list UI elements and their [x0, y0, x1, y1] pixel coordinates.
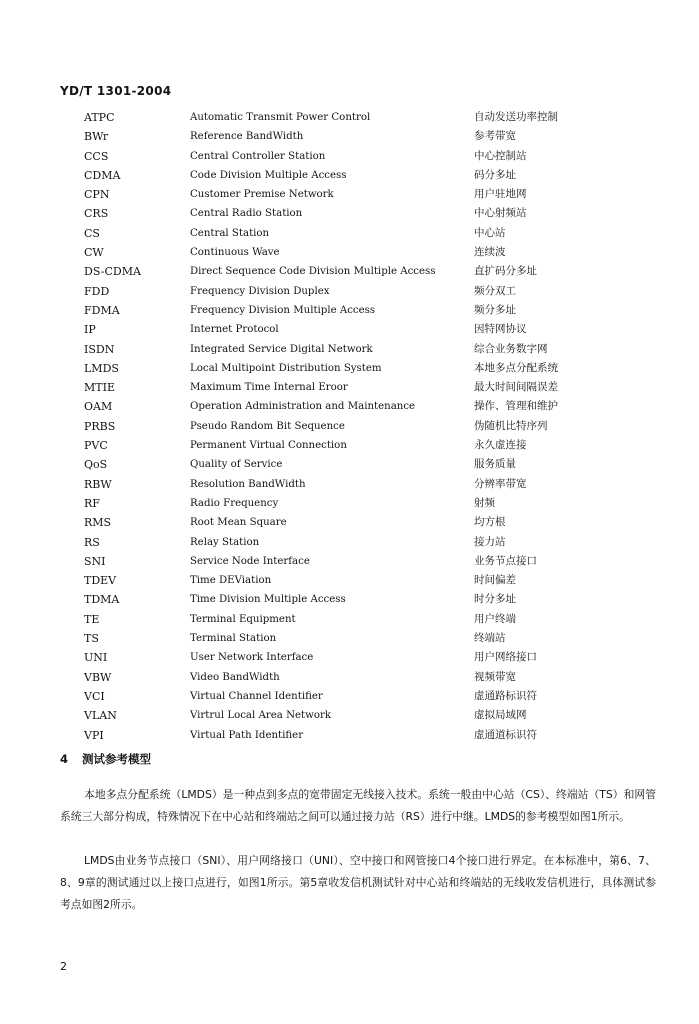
abbreviation-chinese: 虚通路标识符: [474, 689, 537, 702]
page-header-standard-id: YD/T 1301-2004: [60, 84, 172, 98]
abbreviation-english: Frequency Division Duplex: [190, 285, 330, 297]
abbreviation-term: VLAN: [84, 709, 117, 723]
abbreviation-english: Virtual Channel Identifier: [190, 690, 323, 702]
abbreviation-english: Virtual Path Identifier: [190, 729, 304, 741]
abbreviation-english: Central Station: [190, 227, 270, 239]
abbreviation-term: TS: [84, 632, 99, 646]
abbreviation-english: Pseudo Random Bit Sequence: [190, 420, 345, 432]
abbreviation-term: RMS: [84, 516, 112, 530]
abbreviation-chinese: 虚通道标识符: [474, 728, 537, 741]
abbreviation-row: [0, 243, 699, 262]
abbreviation-chinese: 永久虚连接: [474, 439, 527, 452]
abbreviation-row: [0, 552, 699, 571]
abbreviation-chinese: 频分双工: [474, 284, 516, 297]
page-number: 2: [60, 960, 67, 973]
abbreviation-chinese: 综合业务数字网: [474, 342, 548, 355]
abbreviation-term: BWr: [84, 130, 109, 144]
abbreviation-row: [0, 668, 699, 687]
abbreviation-english: Terminal Station: [190, 633, 277, 645]
abbreviation-term: RBW: [84, 477, 112, 491]
abbreviation-term: CDMA: [84, 168, 121, 182]
abbreviation-english: Continuous Wave: [190, 247, 280, 259]
abbreviation-english: Virtrul Local Area Network: [190, 710, 332, 722]
abbreviation-term: TDEV: [84, 574, 117, 588]
abbreviation-row: [0, 224, 699, 243]
abbreviation-term: VBW: [84, 670, 112, 684]
abbreviation-row: [0, 629, 699, 648]
section-title: 测试参考模型: [82, 752, 152, 766]
abbreviation-row: [0, 436, 699, 455]
abbreviation-english: Terminal Equipment: [190, 613, 296, 625]
abbreviation-chinese: 中心站: [474, 226, 506, 239]
abbreviation-english: Time DEViation: [190, 575, 272, 587]
abbreviation-english: Root Mean Square: [190, 517, 287, 529]
abbreviation-english: Service Node Interface: [190, 555, 310, 567]
abbreviation-term: QoS: [84, 458, 108, 472]
abbreviation-english: Maximum Time Internal Eroor: [190, 382, 348, 394]
abbreviation-row: [0, 648, 699, 667]
abbreviation-term: VPI: [84, 728, 104, 742]
abbreviation-chinese: 频分多址: [474, 303, 516, 316]
abbreviation-chinese: 均方根: [474, 516, 506, 529]
abbreviation-row: [0, 359, 699, 378]
abbreviation-term: FDD: [84, 284, 110, 298]
abbreviation-chinese: 视频带宽: [474, 670, 516, 683]
abbreviation-english: Resolution BandWidth: [190, 478, 306, 490]
abbreviation-english: Frequency Division Multiple Access: [190, 304, 376, 316]
abbreviation-chinese: 用户网络接口: [474, 651, 537, 664]
section-number: 4: [60, 752, 69, 766]
abbreviation-english: Radio Frequency: [190, 497, 279, 509]
abbreviation-term: RF: [84, 496, 100, 510]
abbreviation-term: CW: [84, 246, 104, 260]
abbreviation-term: TE: [84, 612, 100, 626]
abbreviation-chinese: 中心控制站: [474, 149, 527, 162]
abbreviation-term: MTIE: [84, 381, 115, 395]
abbreviation-chinese: 中心射频站: [474, 207, 527, 220]
abbreviation-chinese: 码分多址: [474, 168, 516, 181]
abbreviation-term: CCS: [84, 149, 109, 163]
abbreviation-chinese: 服务质量: [474, 458, 516, 471]
abbreviation-row: [0, 127, 699, 146]
abbreviation-chinese: 用户终端: [474, 612, 516, 625]
abbreviation-english: Operation Administration and Maintenance: [190, 401, 416, 413]
abbreviation-term: VCI: [84, 689, 105, 703]
abbreviation-english: Central Radio Station: [190, 208, 303, 220]
abbreviation-chinese: 最大时间间隔误差: [474, 381, 558, 394]
abbreviation-english: Automatic Transmit Power Control: [190, 112, 371, 123]
abbreviation-row: [0, 397, 699, 416]
abbreviation-term: CRS: [84, 207, 109, 221]
abbreviation-chinese: 终端站: [474, 632, 506, 645]
abbreviation-english: Central Controller Station: [190, 150, 326, 162]
abbreviation-english: Time Division Multiple Access: [190, 594, 346, 606]
abbreviation-term: ISDN: [84, 342, 115, 356]
abbreviation-row: [0, 204, 699, 223]
abbreviation-chinese: 参考带宽: [474, 130, 516, 143]
abbreviation-english: Direct Sequence Code Division Multiple Access: [190, 266, 436, 278]
abbreviation-row: [0, 340, 699, 359]
abbreviation-term: CPN: [84, 188, 110, 202]
abbreviation-english: Code Division Multiple Access: [190, 169, 347, 181]
abbreviation-english: Integrated Service Digital Network: [190, 343, 373, 355]
abbreviation-chinese: 分辨率带宽: [474, 477, 527, 490]
abbreviation-chinese: 时分多址: [474, 593, 516, 606]
abbreviation-row: [0, 262, 699, 281]
abbreviation-term: PRBS: [84, 419, 116, 433]
abbreviation-english: Reference BandWidth: [190, 131, 304, 143]
abbreviation-chinese: 用户驻地网: [474, 188, 527, 201]
abbreviation-row: [0, 687, 699, 706]
abbreviation-row: [0, 147, 699, 166]
abbreviation-row: [0, 378, 699, 397]
abbreviation-row: [0, 301, 699, 320]
abbreviation-term: DS-CDMA: [84, 265, 141, 279]
abbreviation-english: Video BandWidth: [190, 671, 280, 683]
abbreviation-chinese: 接力站: [474, 535, 506, 548]
abbreviation-term: RS: [84, 535, 100, 549]
abbreviation-chinese: 时间偏差: [474, 574, 516, 587]
abbreviation-chinese: 连续波: [474, 246, 506, 259]
section-heading: [60, 751, 151, 767]
abbreviation-term: SNI: [84, 554, 106, 568]
abbreviation-chinese: 射频: [474, 496, 495, 509]
abbreviation-chinese: 虚拟局域网: [474, 709, 527, 722]
abbreviation-chinese: 本地多点分配系统: [474, 361, 558, 374]
abbreviation-chinese: 直扩码分多址: [474, 265, 537, 278]
abbreviation-row: [0, 706, 699, 725]
abbreviation-list: [0, 108, 699, 745]
abbreviation-term: FDMA: [84, 303, 120, 317]
abbreviation-term: CS: [84, 226, 100, 240]
abbreviation-row: [0, 417, 699, 436]
abbreviation-row: [0, 108, 699, 127]
abbreviation-english: Internet Protocol: [190, 324, 279, 336]
abbreviation-term: IP: [84, 323, 96, 337]
abbreviation-row: [0, 166, 699, 185]
abbreviation-term: PVC: [84, 439, 108, 453]
abbreviation-row: [0, 610, 699, 629]
abbreviation-term: TDMA: [84, 593, 120, 607]
abbreviation-row: [0, 455, 699, 474]
abbreviation-english: Permanent Virtual Connection: [190, 440, 347, 452]
abbreviation-row: [0, 320, 699, 339]
abbreviation-english: Local Multipoint Distribution System: [190, 362, 382, 374]
abbreviation-row: [0, 533, 699, 552]
abbreviation-term: LMDS: [84, 361, 119, 375]
abbreviation-row: [0, 726, 699, 745]
abbreviation-chinese: 自动发送功率控制: [474, 111, 558, 123]
abbreviation-row: [0, 475, 699, 494]
abbreviation-row: [0, 513, 699, 532]
abbreviation-chinese: 伪随机比特序列: [474, 419, 548, 432]
section-paragraph-2: LMDS由业务节点接口（SNI）、用户网络接口（UNI）、空中接口和网管接口4个接口进行界定。在本标准中，第6、7、8、9章的测试通过以上接口点进行，如图1所示。第5章收发信机测试针对中心站和终端站的无线收发信机进行，具体测试参考点如图2所示。: [60, 853, 656, 911]
abbreviation-english: Customer Premise Network: [190, 189, 334, 201]
abbreviation-chinese: 因特网协议: [474, 323, 527, 336]
abbreviation-english: Relay Station: [190, 536, 260, 548]
abbreviation-row: [0, 185, 699, 204]
abbreviation-chinese: 操作、管理和维护: [474, 400, 558, 413]
abbreviation-row: [0, 590, 699, 609]
abbreviation-row: [0, 571, 699, 590]
abbreviation-english: Quality of Service: [190, 459, 283, 471]
abbreviation-row: [0, 282, 699, 301]
abbreviation-chinese: 业务节点接口: [474, 554, 537, 567]
abbreviation-term: UNI: [84, 651, 108, 665]
abbreviation-term: ATPC: [84, 111, 115, 124]
abbreviation-english: User Network Interface: [190, 652, 314, 664]
section-paragraph-1: 本地多点分配系统（LMDS）是一种点到多点的宽带固定无线接入技术。系统一般由中心站（CS）、终端站（TS）和网管系统三大部分构成，特殊情况下在中心站和终端站之间可以通过接力站（RS）进行中继。LMDS的参考模型如图1所示。: [60, 787, 656, 823]
abbreviation-term: OAM: [84, 400, 113, 414]
abbreviation-row: [0, 494, 699, 513]
